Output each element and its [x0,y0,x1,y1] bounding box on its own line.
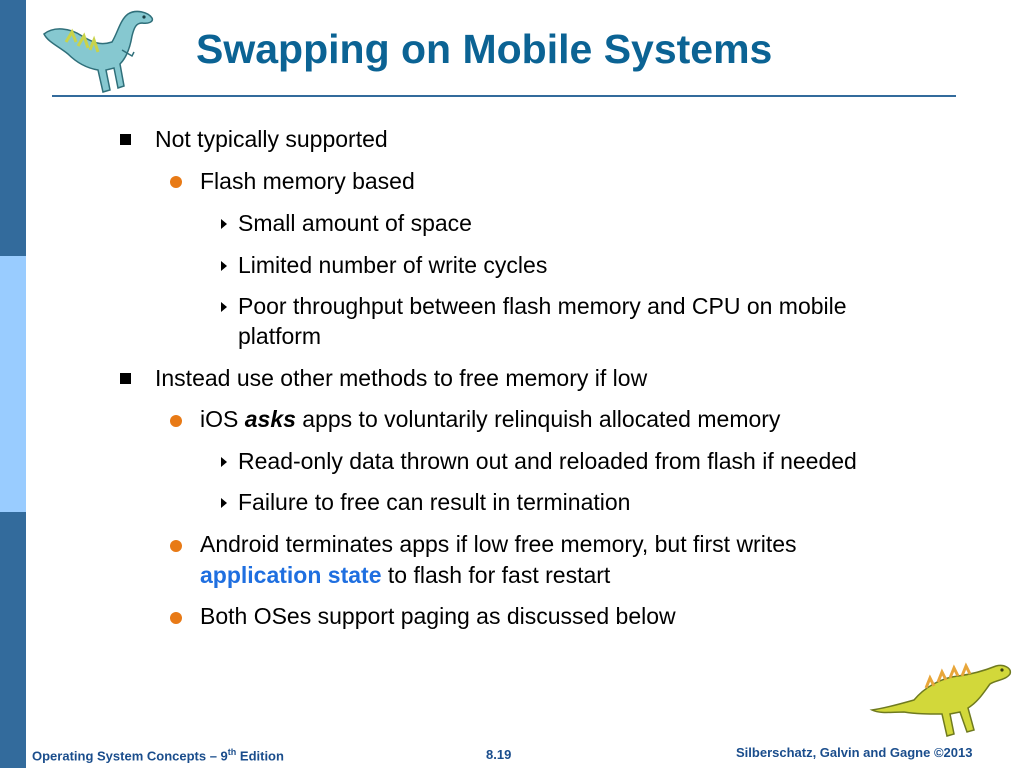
dot-bullet-icon [170,540,182,552]
application-state-highlight: application state [200,562,382,588]
arrow-bullet-icon [221,219,227,229]
dinosaur-bottom-icon [866,658,1016,738]
footer-book-title [32,747,284,763]
square-bullet-icon [120,373,131,384]
bullet-android-terminates-cont [200,560,610,591]
footer-copyright: Silberschatz, Galvin and Gagne ©2013 [736,745,973,760]
bullet-read-only-data: Read-only data thrown out and reloaded from flash if needed [238,448,857,474]
arrow-bullet-icon [221,302,227,312]
bullet-android-terminates: Android terminates apps if low free memory, but first writes [200,531,797,557]
bullet-write-cycles: Limited number of write cycles [238,252,548,278]
dot-bullet-icon [170,415,182,427]
arrow-bullet-icon [221,498,227,508]
footer-edition-text: Edition [236,748,284,764]
bullet-small-space: Small amount of space [238,210,472,236]
bullet-other-methods: Instead use other methods to free memory if low [155,365,648,391]
android-suffix: to flash for fast restart [381,562,611,588]
asks-emphasis: asks [244,406,296,432]
arrow-bullet-icon [221,457,227,467]
bullet-poor-throughput-cont: platform [238,323,322,349]
footer-book-title-text: Operating System Concepts – 9 [32,748,228,764]
slide-title: Swapping on Mobile Systems [196,26,773,72]
bullet-both-oses: Both OSes support paging as discussed below [200,603,676,629]
square-bullet-icon [120,134,131,145]
bullet-not-supported: Not typically supported [155,126,388,152]
footer-edition-superscript: th [227,747,237,757]
footer-slide-number: 8.19 [486,747,512,762]
bullet-poor-throughput: Poor throughput between flash memory and CPU on mobile [238,293,847,319]
arrow-bullet-icon [221,261,227,271]
dot-bullet-icon [170,176,182,188]
bullet-ios-asks [200,404,780,435]
bullet-failure-to-free: Failure to free can result in termination [238,489,631,515]
ios-prefix: iOS [200,406,245,432]
ios-suffix: apps to voluntarily relinquish allocated memory [295,406,781,432]
dot-bullet-icon [170,612,182,624]
bullet-flash-memory: Flash memory based [200,168,415,194]
